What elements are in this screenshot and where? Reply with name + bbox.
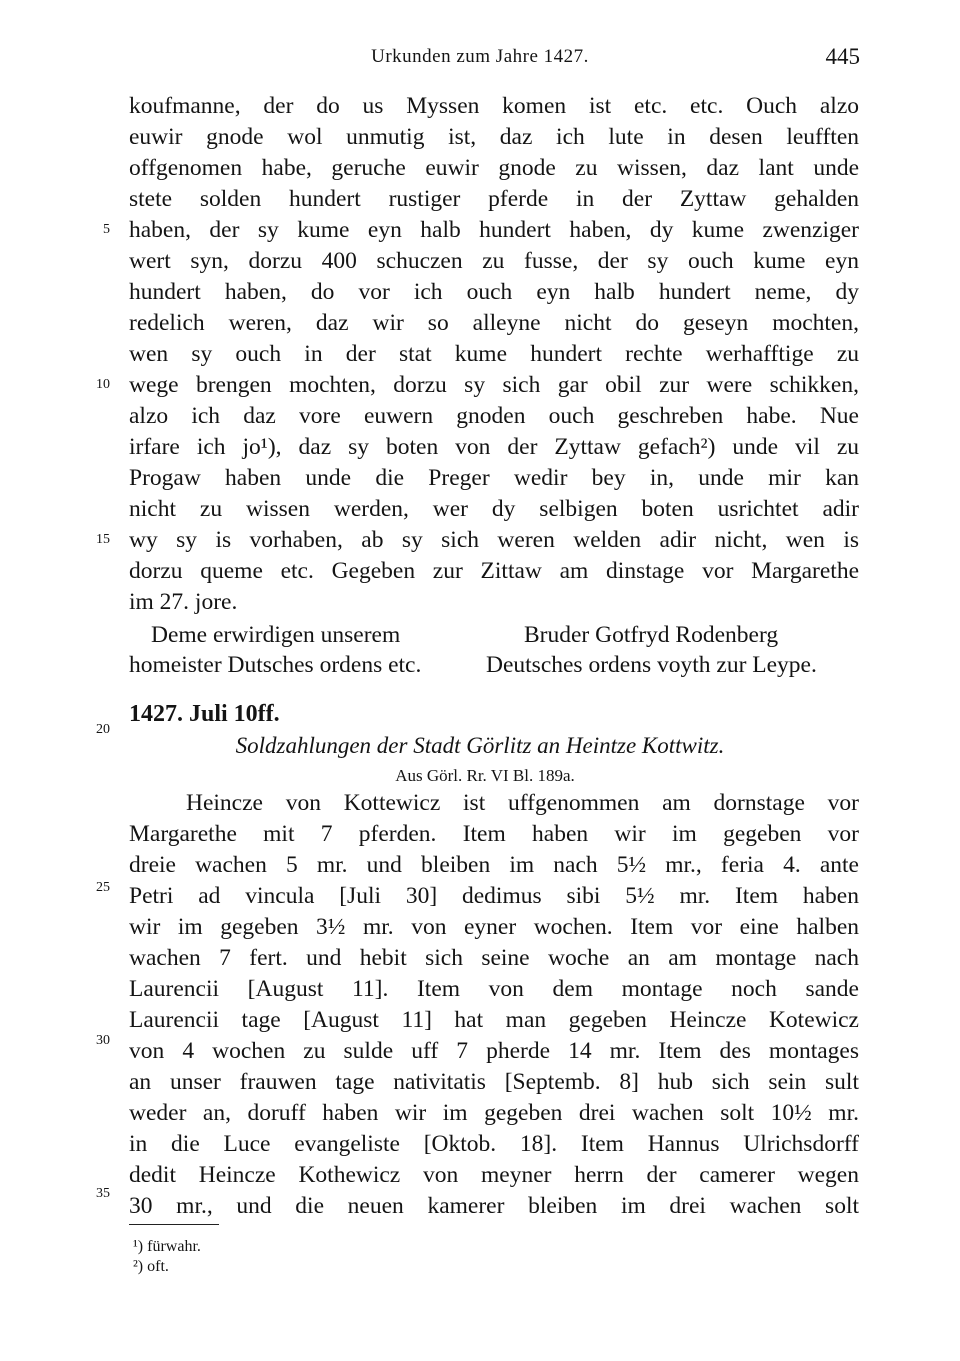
text-line: hundert haben, do vor ich ouch eyn halb hundert neme, dy	[129, 279, 859, 305]
text-line: wert syn, dorzu 400 schuczen zu fusse, der sy ouch kume eyn	[129, 248, 859, 274]
text-line: irfare ich jo¹), daz sy boten von der Zyttaw gefach²) unde vil zu	[129, 434, 859, 460]
line-number: 35	[96, 1186, 110, 1201]
text-line: nicht zu wissen werden, wer dy selbigen boten usrichtet adir	[129, 496, 859, 522]
text-line: stete solden hundert rustiger pferde in der Zyttaw gehalden	[129, 186, 859, 212]
address-line: homeister Dutsches ordens etc.	[129, 652, 422, 678]
sender-line: Deutsches ordens voyth zur Leype.	[486, 652, 817, 678]
document-subtitle: Soldzahlungen der Stadt Görlitz an Heintze Kottwitz.	[235, 733, 725, 758]
text-line: Progaw haben unde die Preger wedir bey in, unde mir kan	[129, 465, 859, 491]
header-title: Urkunden zum Jahre 1427.	[371, 46, 589, 67]
line-number: 15	[96, 532, 110, 547]
line-number: 20	[96, 722, 110, 737]
text-line: 30 mr., und die neuen kamerer bleiben im drei wachen solt	[129, 1193, 859, 1219]
page-number: 445	[825, 44, 860, 69]
text-line: haben, der sy kume eyn halb hundert haben, dy kume zwenziger	[129, 217, 859, 243]
text-line: weder an, doruff haben wir im gegeben drei wachen solt 10½ mr.	[129, 1100, 859, 1126]
line-number: 10	[96, 377, 110, 392]
line-number: 5	[103, 222, 110, 237]
line-number: 25	[96, 880, 110, 895]
text-line: redelich weren, daz wir so alleyne nicht do geseyn mochten,	[129, 310, 859, 336]
text-line: euwir gnode wol unmutig ist, daz ich lute in desen leufften	[129, 124, 859, 150]
text-line: Laurencii [August 11]. Item von dem montage noch sande	[129, 976, 859, 1002]
text-line: wege brengen mochten, dorzu sy sich gar obil zur were schikken,	[129, 372, 859, 398]
text-line: dorzu queme etc. Gegeben zur Zittaw am dinstage vor Margarethe	[129, 558, 859, 584]
text-line: Heincze von Kottewicz ist uffgenommen am dornstage vor	[186, 790, 859, 816]
text-line: wen sy ouch in der stat kume hundert rechte werhafftige zu	[129, 341, 859, 367]
text-line: Margarethe mit 7 pferden. Item haben wir im gegeben vor	[129, 821, 859, 847]
footnote-rule	[129, 1224, 219, 1225]
text-line: Laurencii tage [August 11] hat man gegeben Heincze Kotewicz	[129, 1007, 859, 1033]
text-line: offgenomen habe, geruche euwir gnode zu wissen, daz lant unde	[129, 155, 859, 181]
text-line: an unser frauwen tage nativitatis [Septemb. 8] hub sich sein sult	[129, 1069, 859, 1095]
document-date-heading: 1427. Juli 10ff.	[129, 701, 280, 727]
document-source: Aus Görl. Rr. VI Bl. 189a.	[395, 766, 575, 785]
text-line: im 27. jore.	[129, 589, 238, 615]
text-line: koufmanne, der do us Myssen komen ist etc. etc. Ouch alzo	[129, 93, 859, 119]
text-line: in die Luce evangeliste [Oktob. 18]. Item Hannus Ulrichsdorff	[129, 1131, 859, 1157]
text-line: dreie wachen 5 mr. und bleiben im nach 5½ mr., feria 4. ante	[129, 852, 859, 878]
text-line: wir im gegeben 3½ mr. von eyner wochen. Item vor eine halben	[129, 914, 859, 940]
text-line: wachen 7 fert. und hebit sich seine woche an am montage nach	[129, 945, 859, 971]
text-line: dedit Heincze Kothewicz von meyner herrn der camerer wegen	[129, 1162, 859, 1188]
text-line: von 4 wochen zu sulde uff 7 pherde 14 mr. Item des montages	[129, 1038, 859, 1064]
footnote: ¹) fürwahr.	[133, 1238, 201, 1255]
text-line: alzo ich daz vore euwern gnoden ouch geschreben habe. Nue	[129, 403, 859, 429]
line-number: 30	[96, 1033, 110, 1048]
letter-closing	[129, 620, 859, 684]
address-line: Deme erwirdigen unserem	[151, 622, 401, 648]
sender-line: Bruder Gotfryd Rodenberg	[524, 622, 779, 648]
footnote: ²) oft.	[133, 1258, 169, 1275]
text-line: wy sy is vorhaben, ab sy sich weren welden adir nicht, wen is	[129, 527, 859, 553]
text-line: Petri ad vincula [Juli 30] dedimus sibi 5½ mr. Item haben	[129, 883, 859, 909]
